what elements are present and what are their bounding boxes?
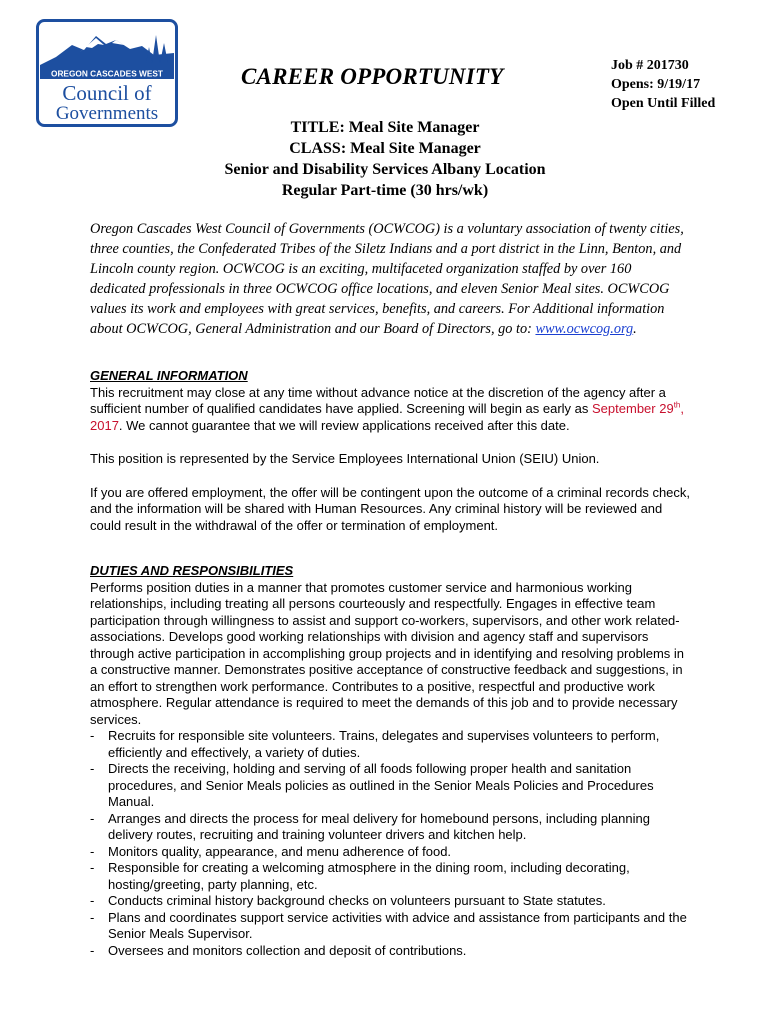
screening-date-year: , 2017 — [90, 401, 684, 433]
list-item — [90, 811, 690, 844]
duty-text: Conducts criminal history background checks on volunteers pursuant to State statutes. — [108, 893, 606, 908]
duties-heading: DUTIES AND RESPONSIBILITIES — [90, 563, 294, 578]
logo-governments-text: Governments — [55, 103, 159, 124]
position-title-block — [0, 117, 770, 201]
duty-text: Oversees and monitors collection and deposit of contributions. — [108, 942, 467, 958]
intro-paragraph — [90, 219, 690, 339]
general-paragraph-3: If you are offered employment, the offer will be contingent upon the outcome of a criminal records check, and the information will be shared with Human Resources. Any criminal history will be reviewed and could result in the withdrawal of the offer or termination of employment. — [90, 484, 691, 533]
general-information-heading: GENERAL INFORMATION — [90, 368, 248, 383]
screening-date-part: September 29 — [592, 401, 674, 416]
list-item — [90, 910, 690, 943]
list-item — [90, 728, 690, 761]
job-info — [611, 56, 715, 113]
job-number: Job # 201730 — [611, 58, 689, 73]
list-dash: - — [90, 843, 95, 859]
list-dash: - — [90, 909, 95, 925]
list-dash: - — [90, 942, 95, 958]
ocwcog-logo — [36, 19, 178, 127]
general-p1-text: This recruitment may close at any time without advance notice at the discretion of the agency after a sufficient number of qualified candidates have applied. Screening will begin as early as — [90, 384, 666, 416]
logo-council-text: Council of — [62, 81, 152, 105]
list-dash: - — [90, 728, 95, 743]
general-information-section — [90, 368, 690, 534]
list-item — [90, 844, 690, 861]
position-title: TITLE: Meal Site Manager — [290, 119, 480, 136]
intro-text: Oregon Cascades West Council of Governments (OCWCOG) is a voluntary association of twenty cities, three counties, the Confederated Tribes of the Siletz Indians and a port district in the Linn, Benton, and Lincoln county region. OCWCOG is an exciting, multifaceted organization staffed by over 160 dedicated professionals in three OCWCOG office locations, and eleven Senior Meal sites. OCWCOG values its work and employees with great services, benefits, and careers. For Additional information about OCWCOG, General Administration and our Board of Directors, go to: — [90, 221, 684, 337]
duty-text: Recruits for responsible site volunteers. Trains, delegates and supervises volunteers to perform, efficiently and effectively, a variety of duties. — [108, 728, 660, 760]
ocwcog-website-link[interactable]: www.ocwcog.org — [535, 321, 634, 337]
general-paragraph-2: This position is represented by the Service Employees International Union (SEIU) Union. — [90, 451, 600, 466]
duties-section — [90, 563, 690, 959]
duty-text: Plans and coordinates support service activities with advice and assistance from participants and the Senior Meals Supervisor. — [108, 909, 687, 941]
position-location: Senior and Disability Services Albany Location — [224, 161, 546, 178]
duty-text: Responsible for creating a welcoming atmosphere in the dining room, including decorating, hosting/greeting, party planning, etc. — [108, 860, 630, 892]
open-until: Open Until Filled — [611, 96, 716, 111]
duties-list — [90, 728, 690, 959]
position-schedule: Regular Part-time (30 hrs/wk) — [281, 182, 489, 199]
duties-intro: Performs position duties in a manner that promotes customer service and harmonious working relationships, including treating all persons courteously and respectfully. Engages in effective team participation through willingness to assist and support co-workers, supervisors, and other work related-associations. Develops good working relationships with division and agency staff and supervisors through active participation in accomplishing group projects and in identifying and resolving problems in a constructive manner. Demonstrates positive acceptance of constructive feedback and suggestions, in an effort to strengthen work performance. Contributes to a positive, respectful and productive work atmosphere. Regular attendance is required to meet the demands of this job and to provide necessary services. — [90, 579, 685, 727]
list-item — [90, 943, 690, 960]
duty-text: Arranges and directs the process for meal delivery for homebound persons, including planning delivery routes, recruiting and training volunteer drivers and kitchen help. — [108, 810, 650, 842]
career-opportunity-heading: CAREER OPPORTUNITY — [241, 64, 504, 89]
position-class: CLASS: Meal Site Manager — [289, 140, 481, 157]
general-paragraph-1 — [90, 385, 690, 435]
list-dash: - — [90, 893, 95, 908]
list-dash: - — [90, 860, 95, 875]
list-item — [90, 893, 690, 910]
list-item — [90, 860, 690, 893]
duty-text: Directs the receiving, holding and serving of all foods following proper health and sanitation procedures, and Senior Meals policies as outlined in the Senior Meals Policies and Procedures Manual. — [108, 761, 654, 809]
general-p1-after: . We cannot guarantee that we will review applications received after this date. — [118, 417, 570, 433]
logo-banner-text: OREGON CASCADES WEST — [50, 68, 164, 79]
duty-text: Monitors quality, appearance, and menu adherence of food. — [108, 843, 452, 859]
list-item — [90, 761, 690, 811]
intro-end: . — [633, 321, 637, 337]
list-dash: - — [90, 810, 95, 826]
screening-date-suffix: th — [673, 400, 681, 410]
list-dash: - — [90, 761, 95, 776]
opens-date: Opens: 9/19/17 — [611, 77, 701, 92]
